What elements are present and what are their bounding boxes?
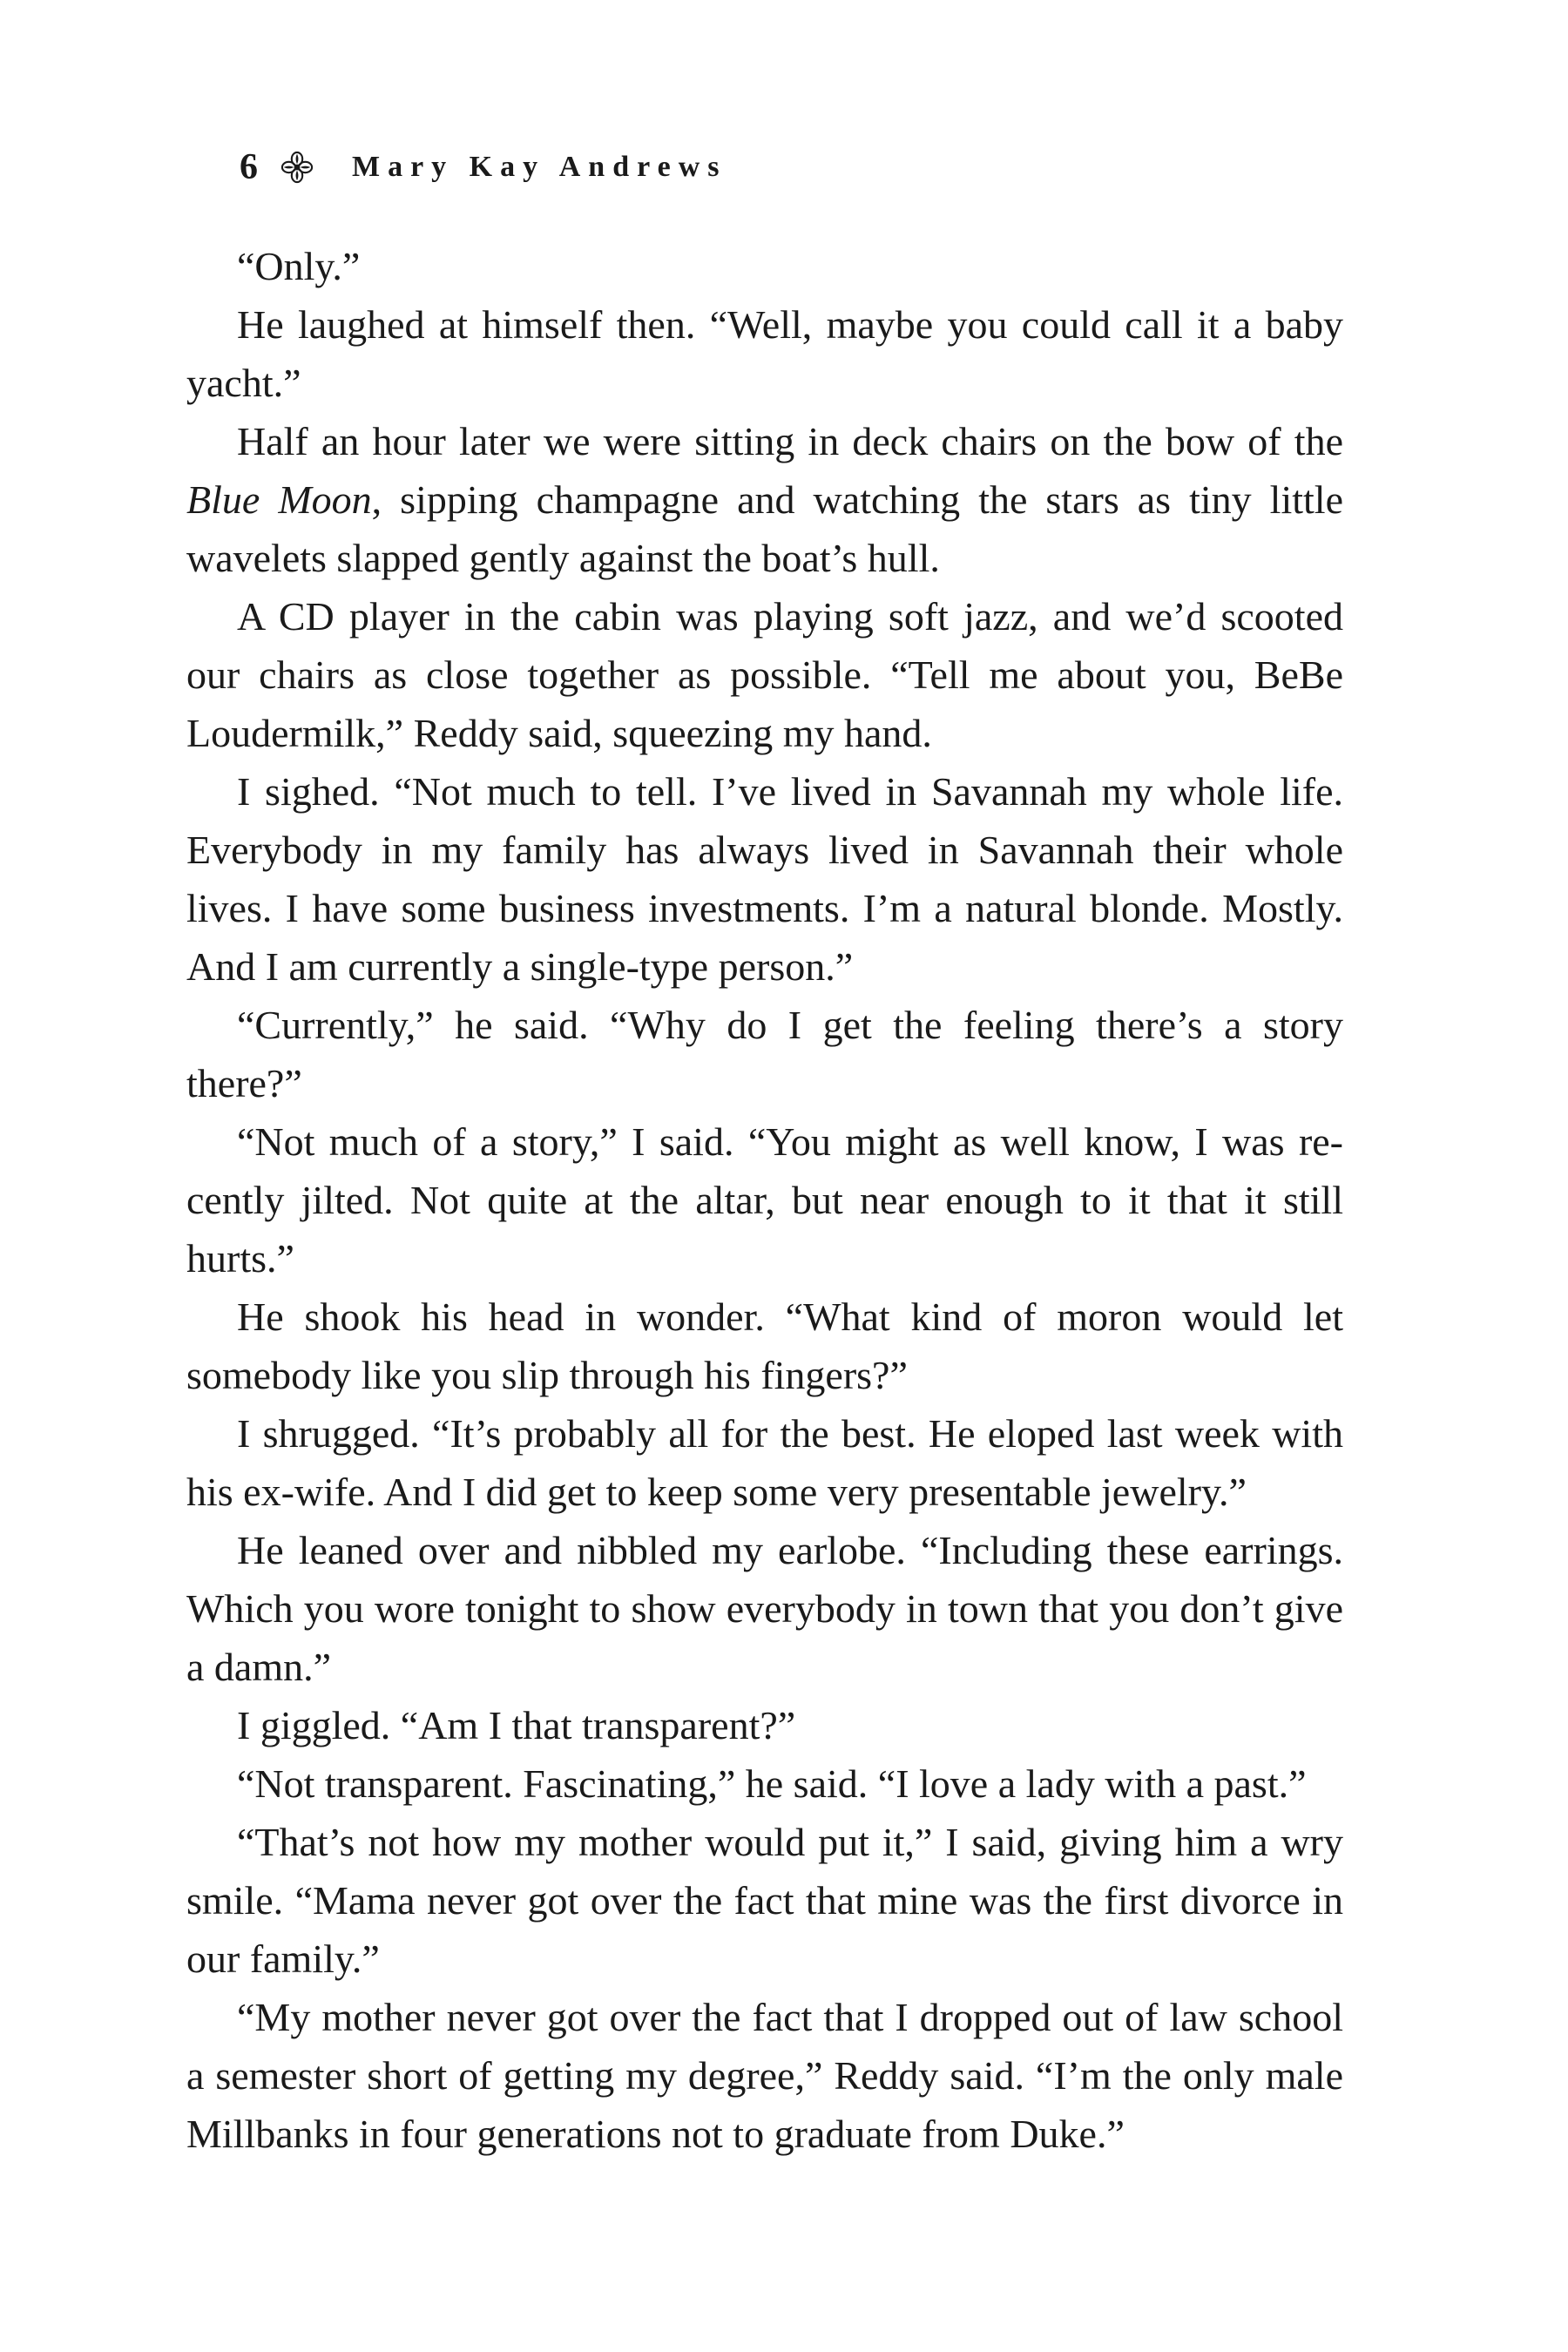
body-text: [186, 237, 1343, 2163]
paragraph-12: “Not transparent. Fascinating,” he said. “I love a lady with a past.”: [237, 1761, 1307, 1806]
paragraph-3-before: Half an hour later we were sitting in deck chairs on the bow of the: [237, 419, 1343, 463]
paragraph-11: I giggled. “Am I that transparent?”: [237, 1703, 796, 1747]
paragraph-3-after: , sipping champagne and watching the stars as tiny little wavelets slapped gently against the boat’s hull.: [186, 477, 1343, 580]
flower-icon: [280, 151, 314, 184]
paragraph-10: He leaned over and nibbled my earlobe. “Including these earrings. Which you wore tonight to show everybody in town that you don’t give a damn.”: [186, 1528, 1343, 1689]
paragraph-2: He laughed at himself then. “Well, maybe you could call it a baby yacht.”: [186, 302, 1343, 405]
running-head: [240, 141, 727, 193]
boat-name: Blue Moon: [186, 477, 372, 522]
paragraph-14: “My mother never got over the fact that I dropped out of law school a semester short of getting my degree,” Reddy said. “I’m the only male Millbanks in four generations not to graduate from Duke.”: [186, 1995, 1343, 2156]
paragraph-8: He shook his head in wonder. “What kind of moron would let somebody like you slip through his fingers?”: [186, 1294, 1343, 1397]
paragraph-6: “Currently,” he said. “Why do I get the feeling there’s a story there?”: [186, 1003, 1343, 1105]
paragraph-5: I sighed. “Not much to tell. I’ve lived in Savannah my whole life. Everybody in my family has always lived in Savannah their whole lives. I have some business investments. I’m a natural blonde. Mostly. And I am currently a single-type person.”: [186, 769, 1343, 989]
page-number: 6: [240, 147, 258, 187]
author-name: Mary Kay Andrews: [352, 151, 727, 183]
paragraph-1: “Only.”: [237, 244, 361, 288]
paragraph-9: I shrugged. “It’s probably all for the best. He eloped last week with his ex-wife. And I did get to keep some very presentable jewelry.”: [186, 1411, 1343, 1514]
paragraph-13: “That’s not how my mother would put it,” I said, giving him a wry smile. “Mama never got over the fact that mine was the first divorce in our family.”: [186, 1820, 1343, 1981]
paragraph-3: [186, 412, 1343, 587]
paragraph-7: “Not much of a story,” I said. “You might as well know, I was re-cently jilted. Not quite at the altar, but near enough to it that it still hurts.”: [186, 1119, 1343, 1281]
paragraph-4: A CD player in the cabin was playing soft jazz, and we’d scooted our chairs as close together as possible. “Tell me about you, BeBe Loudermilk,” Reddy said, squeezing my hand.: [186, 594, 1343, 755]
